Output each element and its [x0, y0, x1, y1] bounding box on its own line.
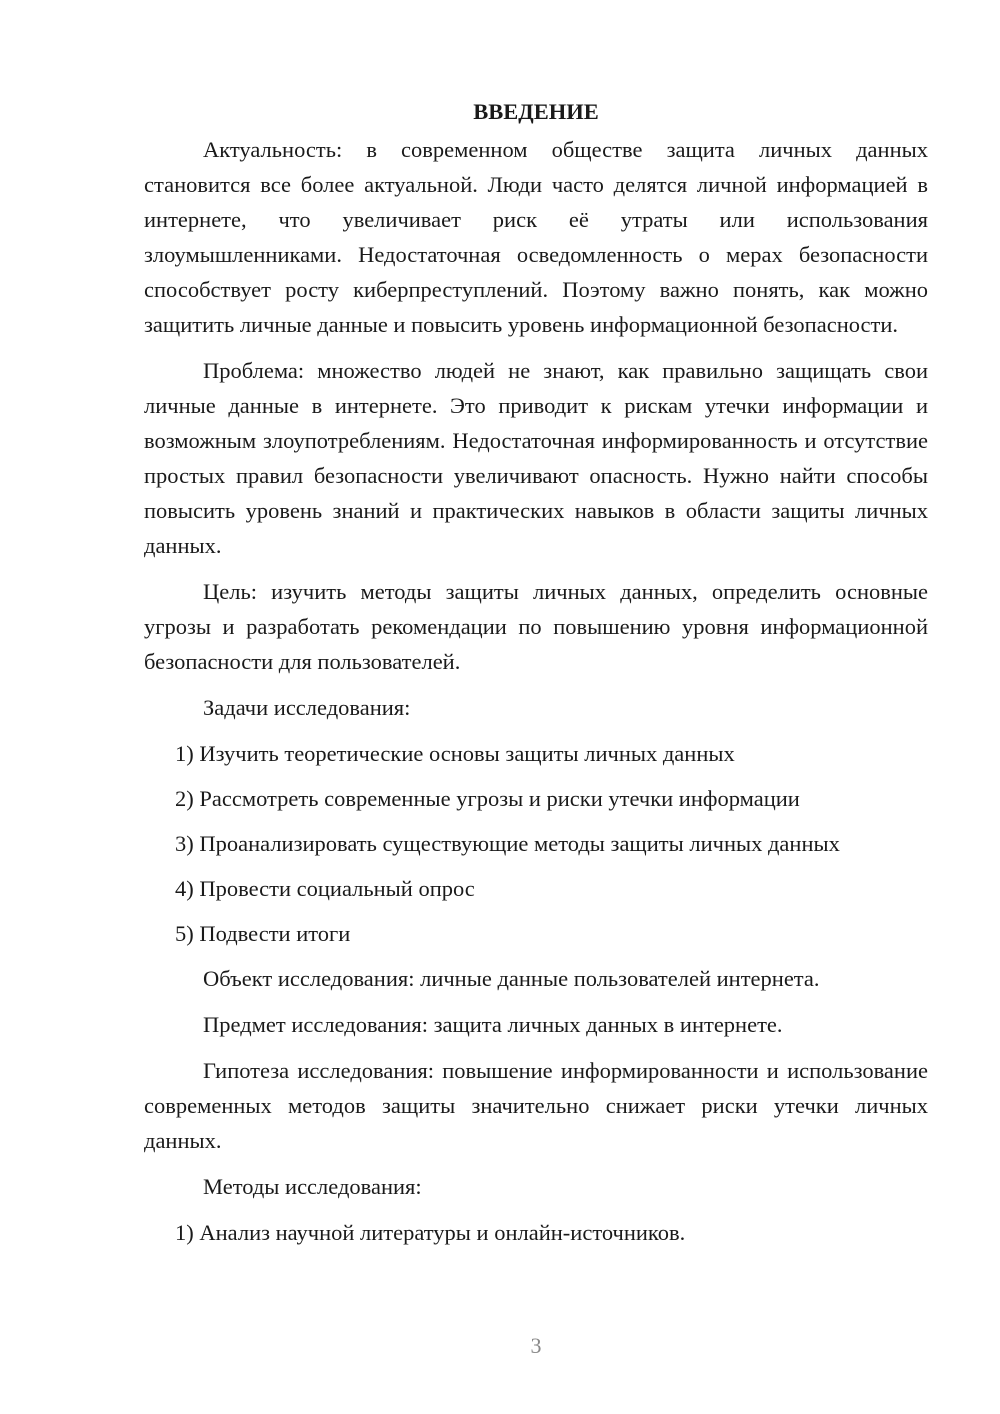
subject-line: Предмет исследования: защита личных данных в интернете. [203, 1012, 783, 1037]
task-item: 4) Провести социальный опрос [175, 876, 475, 901]
methods-heading: Методы исследования: [203, 1174, 422, 1199]
task-item: 1) Изучить теоретические основы защиты личных данных [175, 741, 735, 766]
tasks-list [144, 736, 928, 951]
tasks-heading: Задачи исследования: [203, 695, 411, 720]
relevance-paragraph: Актуальность: в современном обществе защита личных данных становится все более актуальной. Люди часто делятся личной информацией в интернете, что увеличивает риск её утраты или использования злоумышленниками. Недостаточная осведомленность о мерах безопасности способствует росту киберпреступлений. Поэтому важно понять, как можно защитить личные данные и повысить уровень информационной безопасности. [144, 137, 928, 337]
task-item: 2) Рассмотреть современные угрозы и риски утечки информации [175, 786, 800, 811]
section-title: ВВЕДЕНИЕ [473, 99, 599, 124]
methods-list [144, 1215, 928, 1250]
page-content [144, 96, 928, 1260]
problem-paragraph: Проблема: множество людей не знают, как правильно защищать свои личные данные в интернете. Это приводит к рискам утечки информации и возможным злоупотреблениям. Недостаточная информированность и отсутствие простых правил безопасности увеличивают опасность. Нужно найти способы повысить уровень знаний и практических навыков в области защиты личных данных. [144, 358, 928, 558]
object-line: Объект исследования: личные данные пользователей интернета. [203, 966, 820, 991]
task-item: 5) Подвести итоги [175, 921, 351, 946]
method-item: 1) Анализ научной литературы и онлайн-источников. [175, 1220, 686, 1245]
goal-paragraph: Цель: изучить методы защиты личных данных, определить основные угрозы и разработать рекомендации по повышению уровня информационной безопасности для пользователей. [144, 579, 928, 674]
page-number: 3 [530, 1333, 542, 1358]
task-item: 3) Проанализировать существующие методы защиты личных данных [175, 831, 840, 856]
hypothesis-paragraph: Гипотеза исследования: повышение информированности и использование современных методов защиты значительно снижает риски утечки личных данных. [144, 1058, 928, 1153]
